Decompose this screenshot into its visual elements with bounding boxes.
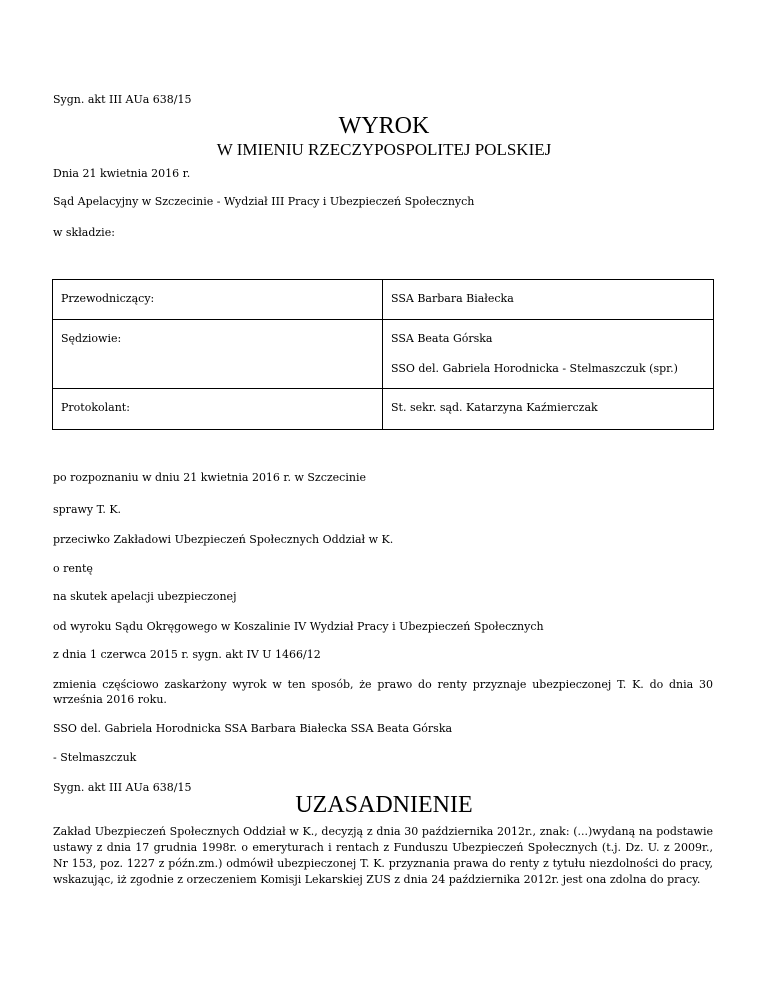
document-subtitle: W IMIENIU RZECZYPOSPOLITEJ POLSKIEJ [216, 140, 552, 159]
clerk-value: St. sekr. sąd. Katarzyna Kaźmierczak [383, 389, 714, 430]
signatures-continued: - Stelmaszczuk [53, 751, 137, 764]
case-number: Sygn. akt III AUa 638/15 [53, 93, 192, 106]
judges-values [383, 320, 714, 389]
panel-row-clerk [53, 389, 714, 430]
clerk-label: Protokolant: [53, 389, 383, 430]
panel-table [52, 279, 714, 430]
body-line-hearing: po rozpoznaniu w dniu 21 kwietnia 2016 r. w Szczecinie [53, 471, 366, 484]
judge-1: SSA Beata Górska [391, 332, 493, 345]
composition-label: w składzie: [53, 226, 115, 239]
signatures: SSO del. Gabriela Horodnicka SSA Barbara Białecka SSA Beata Górska [53, 722, 453, 735]
presiding-value: SSA Barbara Białecka [383, 280, 714, 320]
judgment-date: Dnia 21 kwietnia 2016 r. [53, 167, 191, 180]
justification-paragraph: Zakład Ubezpieczeń Społecznych Oddział w K., decyzją z dnia 30 października 2012r., znak: (...)wydaną na podstawie ustawy z dnia 17 grudnia 1998r. o emeryturach i rentach z Funduszu Ubezpieczeń Społecznych (t.j. Dz. U. z 2009r., Nr 153, poz. 1227 z późn.zm.) odmówił ubezpieczonej T. K. przyznania prawa do renty z tytułu niezdolności do pracy, wskazując, iż zgodnie z orzeczeniem Komisji Lekarskiej ZUS z dnia 24 października 2012r. jest ona zdolna do pracy. [53, 825, 713, 886]
body-line-lower-date: z dnia 1 czerwca 2015 r. sygn. akt IV U 1466/12 [53, 648, 321, 661]
verdict-text: zmienia częściowo zaskarżony wyrok w ten sposób, że prawo do renty przyznaje ubezpieczonej T. K. do dnia 30 września 2016 roku. [53, 678, 713, 706]
body-line-subject: o rentę [53, 562, 93, 575]
body-line-lower-court: od wyroku Sądu Okręgowego w Koszalinie IV Wydział Pracy i Ubezpieczeń Społecznych [53, 620, 544, 633]
body-line-appeal: na skutek apelacji ubezpieczonej [53, 590, 237, 603]
case-number-2: Sygn. akt III AUa 638/15 [53, 781, 192, 794]
document-title: WYROK [338, 113, 430, 139]
panel-row-presiding [53, 280, 714, 320]
presiding-label: Przewodniczący: [53, 280, 383, 320]
judges-label: Sędziowie: [53, 320, 383, 389]
panel-row-judges [53, 320, 714, 389]
court-name: Sąd Apelacyjny w Szczecinie - Wydział III Pracy i Ubezpieczeń Społecznych [53, 195, 475, 208]
body-line-case: sprawy T. K. [53, 503, 122, 516]
justification-title: UZASADNIENIE [295, 792, 473, 818]
body-line-against: przeciwko Zakładowi Ubezpieczeń Społecznych Oddział w K. [53, 533, 394, 546]
judge-2: SSO del. Gabriela Horodnicka - Stelmaszczuk (spr.) [391, 362, 678, 375]
